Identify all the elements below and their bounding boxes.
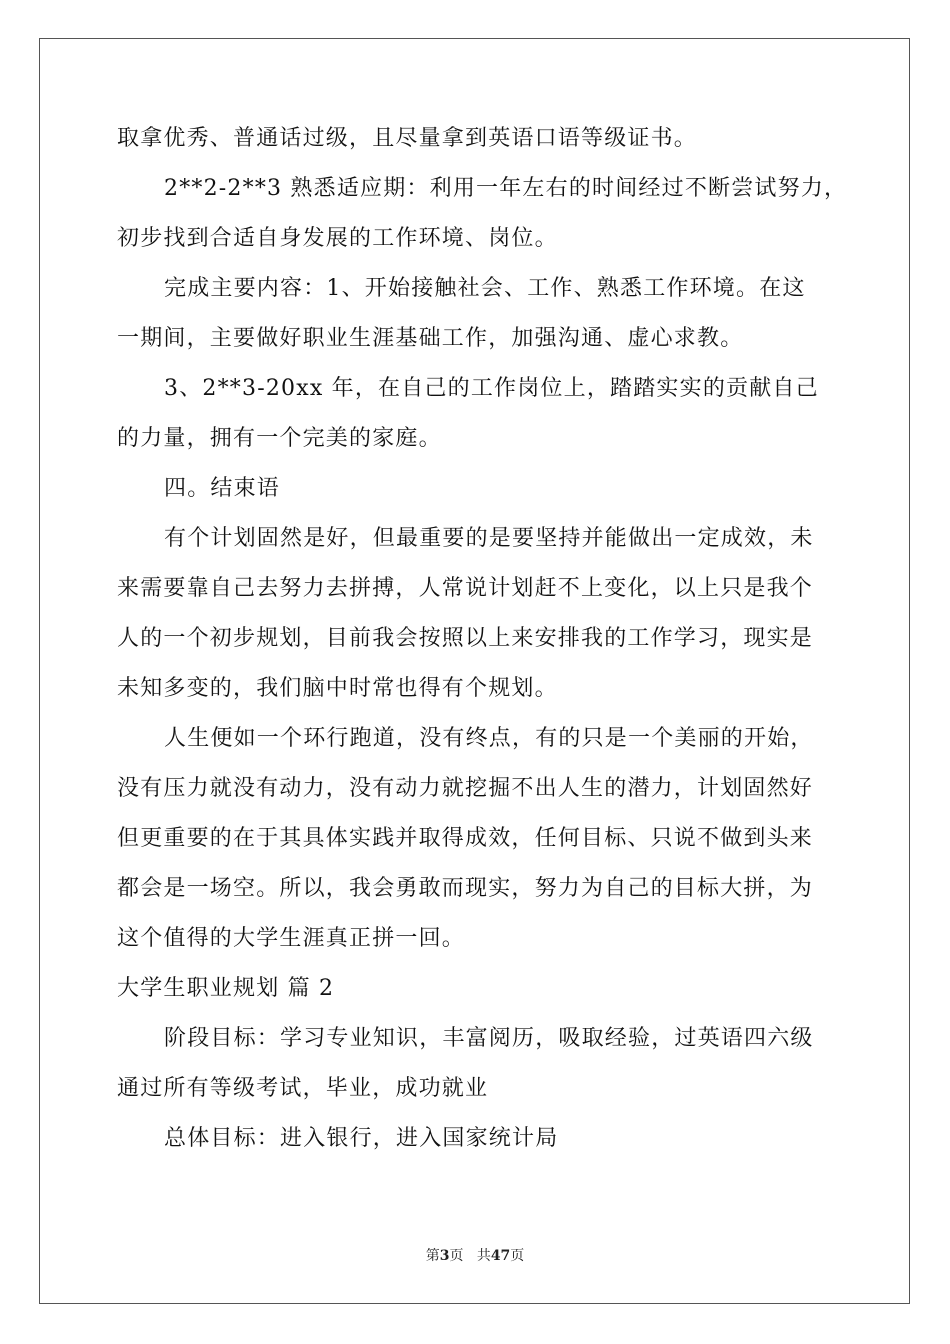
text-line: 的力量，拥有一个完美的家庭。 <box>117 426 442 451</box>
section-heading: 四。结束语 <box>164 476 281 501</box>
text-line: 初步找到合适自身发展的工作环境、岗位。 <box>117 226 558 251</box>
text-line: 都会是一场空。所以，我会勇敢而现实，努力为自己的目标大拼，为 <box>117 876 814 901</box>
current-page-number: 3 <box>439 1248 450 1264</box>
text-line: 未知多变的，我们脑中时常也得有个规划。 <box>117 676 558 701</box>
footer-total-prefix: 共 <box>476 1248 491 1264</box>
footer-prefix: 第 <box>425 1248 440 1264</box>
text-line: 总体目标：进入银行，进入国家统计局 <box>164 1126 559 1151</box>
text-line: 人生便如一个环行跑道，没有终点，有的只是一个美丽的开始， <box>164 726 814 751</box>
text-line: 通过所有等级考试，毕业，成功就业 <box>117 1076 489 1101</box>
text-line: 取拿优秀、普通话过级，且尽量拿到英语口语等级证书。 <box>117 126 698 151</box>
text-line: 来需要靠自己去努力去拼搏，人常说计划赶不上变化，以上只是我个 <box>117 576 814 601</box>
total-page-count: 47 <box>490 1248 511 1264</box>
footer-page-suffix: 页 <box>449 1248 464 1264</box>
article-title: 大学生职业规划 篇 2 <box>117 976 335 1001</box>
text-line: 3、2**3-20xx 年，在自己的工作岗位上，踏踏实实的贡献自己 <box>164 376 819 401</box>
text-line: 阶段目标：学习专业知识，丰富阅历，吸取经验，过英语四六级 <box>164 1026 814 1051</box>
text-line: 2**2-2**3 熟悉适应期：利用一年左右的时间经过不断尝试努力， <box>164 176 848 201</box>
text-line: 完成主要内容：1、开始接触社会、工作、熟悉工作环境。在这 <box>164 276 806 301</box>
footer-total-suffix: 页 <box>510 1248 525 1264</box>
text-line: 但更重要的在于其具体实践并取得成效，任何目标、只说不做到头来 <box>117 826 814 851</box>
page-footer <box>0 1247 950 1265</box>
text-line: 没有压力就没有动力，没有动力就挖掘不出人生的潜力，计划固然好 <box>117 776 814 801</box>
text-line: 有个计划固然是好，但最重要的是要坚持并能做出一定成效，未 <box>164 526 814 551</box>
text-line: 人的一个初步规划，目前我会按照以上来安排我的工作学习，现实是 <box>117 626 814 651</box>
text-line: 这个值得的大学生涯真正拼一回。 <box>117 926 466 951</box>
text-line: 一期间，主要做好职业生涯基础工作，加强沟通、虚心求教。 <box>117 326 744 351</box>
